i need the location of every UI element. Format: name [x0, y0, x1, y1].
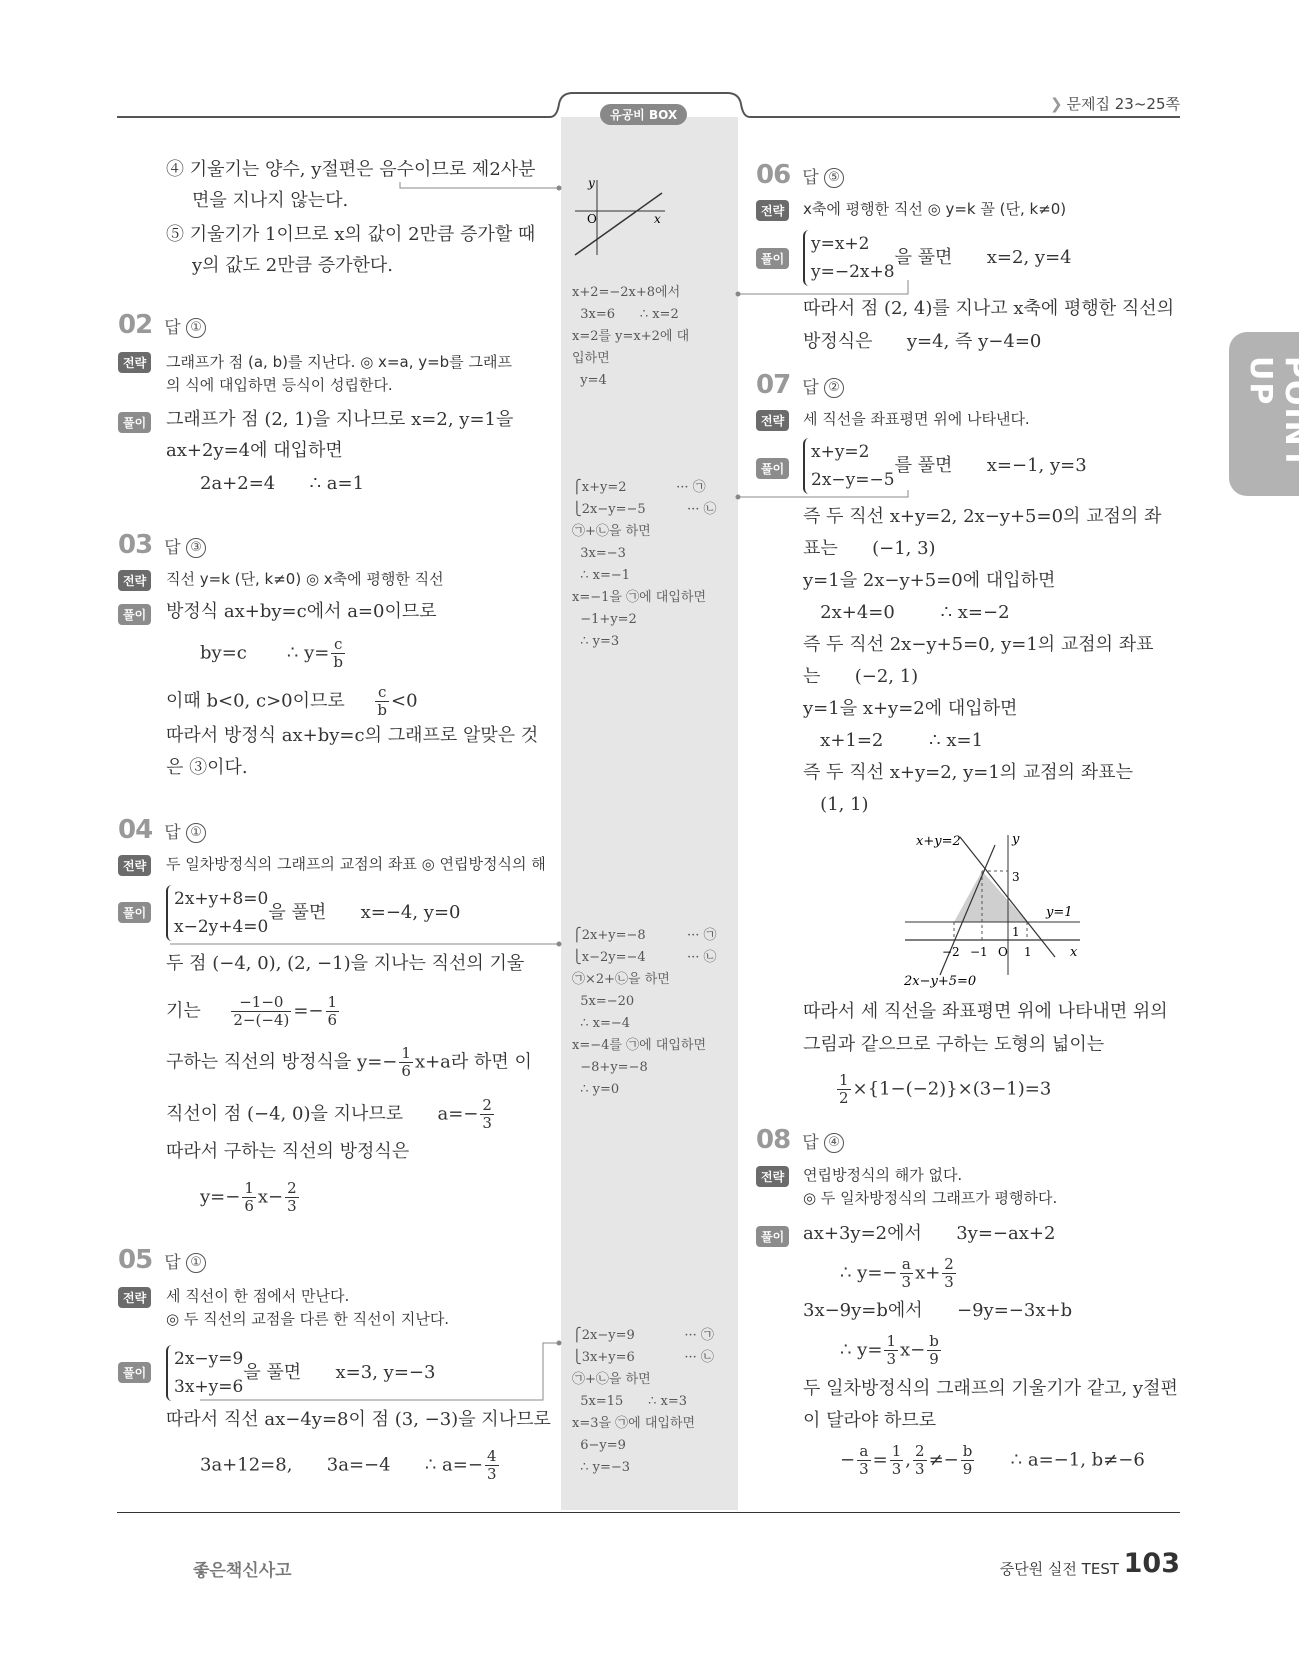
footer-rule — [117, 1512, 1180, 1513]
math-line: 3a+12=8, 3a=−4 ∴ a=− $\frac{4}{3}$ — [200, 1447, 497, 1483]
text-line: 즉 두 직선 x+y=2, 2x−y+5=0의 교점의 좌 — [803, 506, 1162, 527]
math-line: − $\frac{a}{3}$ = $\frac{1}{3}$ , $\frac{2}{3}$ ≠− $\frac{b}{9}$ ∴ a=−1, b≠−6 — [840, 1442, 1145, 1478]
connector-line — [200, 1338, 565, 1408]
solution-tag: 풀이 — [118, 604, 151, 625]
text-line: 2a+2=4 ∴ a=1 — [200, 473, 365, 494]
equation-system: y=x+2 y=−2x+8을 풀면 x=2, y=4 — [803, 230, 1072, 286]
text-line: 이 달라야 하므로 — [803, 1410, 937, 1431]
point-up-label: POINT UP — [1243, 356, 1313, 471]
math-line: y=− $\frac{1}{6}$ x− $\frac{2}{3}$ — [200, 1179, 297, 1215]
text-line: ax+3y=2에서 3y=−ax+2 — [803, 1223, 1056, 1244]
text-line: ④ 기울기는 양수, y절편은 음수이므로 제2사분 — [166, 159, 536, 180]
chevron-right-icon: ❯ — [1049, 95, 1063, 113]
text-line: 두 일차방정식의 그래프의 기울기가 같고, y절편 — [803, 1378, 1178, 1399]
strategy-text: ◎ 두 일차방정식의 그래프가 평행하다. — [803, 1189, 1058, 1207]
solution-tag: 풀이 — [756, 248, 789, 269]
strategy-text: x축에 평행한 직선 ◎ y=k 꼴 (단, k≠0) — [803, 200, 1067, 218]
text-line: ⑤ 기울기가 1이므로 x의 값이 2만큼 증가할 때 — [166, 224, 536, 245]
connector-line — [733, 490, 913, 504]
side-note-c: ⎧2x+y=−8 ··· ㉠ ⎩x−2y=−4 ··· ㉡ ㉠×2+㉡을 하면 5x=−20 ∴ x=−4 x=−4를 ㉠에 대입하면 −8+y=−8 ∴ y=0 — [572, 928, 717, 1097]
text-line: 은 ③이다. — [166, 757, 248, 778]
math-line: 구하는 직선의 방정식을 y=− $\frac{1}{6}$ x+a라 하면 이 — [166, 1044, 532, 1080]
math-line: 직선이 점 (−4, 0)을 지나므로 a=− $\frac{2}{3}$ — [166, 1096, 492, 1132]
strategy-text: 의 식에 대입하면 등식이 성립한다. — [166, 376, 393, 394]
text-line: 따라서 방정식 ax+by=c의 그래프로 알맞은 것 — [166, 725, 539, 746]
equation-system: x+y=2 2x−y=−5를 풀면 x=−1, y=3 — [803, 438, 1087, 494]
page-number: 103 — [1123, 1548, 1180, 1579]
text-line: 즉 두 직선 x+y=2, y=1의 교점의 좌표는 — [803, 762, 1133, 783]
strategy-text: 그래프가 점 (a, b)를 지난다. ◎ x=a, y=b를 그래프 — [166, 353, 512, 371]
math-line: ∴ y=− $\frac{a}{3}$ x+ $\frac{2}{3}$ — [840, 1255, 954, 1291]
line-label-y1: y=1 — [1046, 905, 1073, 920]
question-04-header: 04 답 ① — [118, 815, 206, 845]
solution-tag: 풀이 — [118, 1362, 151, 1383]
axis-x-label: x — [1070, 945, 1078, 960]
side-note-a: x+2=−2x+8에서 3x=6 ∴ x=2 x=2를 y=x+2에 대 입하면 y=4 — [572, 285, 690, 388]
side-note-b: ⎧x+y=2 ··· ㉠ ⎩2x−y=−5 ··· ㉡ ㉠+㉡을 하면 3x=−3 ∴ x=−1 x=−1을 ㉠에 대입하면 −1+y=2 ∴ y=3 — [572, 480, 717, 649]
text-line: y=1을 x+y=2에 대입하면 — [803, 698, 1018, 719]
text-line: 2x+4=0 ∴ x=−2 — [803, 602, 1010, 623]
header-rule-left — [117, 116, 550, 118]
equation-system: 2x−y=9 3x+y=6을 풀면 x=3, y=−3 — [166, 1345, 435, 1401]
text-line: 그림과 같으므로 구하는 도형의 넓이는 — [803, 1034, 1105, 1055]
math-line: 기는 $\frac{-1-0}{2-(-4)}$ =− $\frac{1}{6}$ — [166, 993, 338, 1029]
line-label-2x-y: 2x−y+5=0 — [904, 974, 977, 989]
line-label-x-plus-y: x+y=2 — [916, 834, 961, 849]
tick-label: 1 — [1024, 945, 1032, 959]
strategy-tag: 전략 — [118, 352, 151, 373]
side-note-d: ⎧2x−y=9 ··· ㉠ ⎩3x+y=6 ··· ㉡ ㉠+㉡을 하면 5x=15 ∴ x=3 x=3을 ㉠에 대입하면 6−y=9 ∴ y=−3 — [572, 1328, 714, 1475]
answer-circle: ② — [824, 378, 844, 398]
strategy-text: 세 직선이 한 점에서 만난다. — [166, 1287, 350, 1305]
text-line: y의 값도 2만큼 증가한다. — [192, 255, 393, 276]
math-line: 이때 b<0, c>0이므로 $\frac{c}{b}$ <0 — [166, 683, 418, 719]
question-02-header: 02 답 ① — [118, 310, 206, 340]
question-06-header: 06 답 ⑤ — [756, 160, 844, 190]
origin-label: O — [587, 212, 597, 226]
axis-y-label: y — [588, 176, 595, 190]
axis-x-label: x — [654, 212, 661, 226]
strategy-tag: 전략 — [756, 200, 789, 221]
text-line: 는 (−2, 1) — [803, 666, 919, 687]
answer-circle: ④ — [824, 1133, 844, 1153]
strategy-text: ◎ 두 직선의 교점을 다른 한 직선이 지난다. — [166, 1310, 450, 1328]
strategy-tag: 전략 — [756, 1166, 789, 1187]
strategy-tag: 전략 — [118, 855, 151, 876]
answer-circle: ③ — [186, 538, 206, 558]
text-line: 표는 (−1, 3) — [803, 538, 936, 559]
three-lines-graph — [900, 825, 1090, 990]
publisher-brand: 좋은책신사고 — [193, 1561, 292, 1581]
strategy-text: 연립방정식의 해가 없다. — [803, 1166, 963, 1184]
text-line: 따라서 구하는 직선의 방정식은 — [166, 1141, 410, 1162]
solution-tag: 풀이 — [756, 458, 789, 479]
tick-label: 1 — [1012, 925, 1020, 939]
strategy-tag: 전략 — [756, 410, 789, 431]
text-line: ax+2y=4에 대입하면 — [166, 440, 343, 461]
connector-line — [170, 938, 565, 948]
equation-system: 2x+y+8=0 x−2y+4=0을 풀면 x=−4, y=0 — [166, 885, 461, 941]
question-07-header: 07 답 ② — [756, 370, 844, 400]
answer-circle: ① — [186, 1253, 206, 1273]
text-line: 방정식 ax+by=c에서 a=0이므로 — [166, 601, 437, 622]
math-line: $\frac{1}{2}$ ×{1−(−2)}×(3−1)=3 — [839, 1071, 1052, 1107]
text-line: 면을 지나지 않는다. — [192, 190, 349, 211]
text-line: 그래프가 점 (2, 1)을 지나므로 x=2, y=1을 — [166, 409, 514, 430]
page-reference: ❯ 문제집 23~25쪽 — [1049, 95, 1180, 113]
strategy-tag: 전략 — [118, 570, 151, 591]
line-graph-mini — [570, 175, 670, 260]
answer-circle: ⑤ — [824, 168, 844, 188]
header-rule-right — [750, 116, 1180, 118]
text-line: x+1=2 ∴ x=1 — [803, 730, 984, 751]
solution-tag: 풀이 — [118, 412, 151, 433]
text-line: 즉 두 직선 2x−y+5=0, y=1의 교점의 좌표 — [803, 634, 1154, 655]
question-05-header: 05 답 ① — [118, 1245, 206, 1275]
box-label: 유공비 BOX — [600, 104, 687, 125]
strategy-tag: 전략 — [118, 1287, 151, 1308]
answer-circle: ① — [186, 318, 206, 338]
math-line: by=c ∴ y= $\frac{c}{b}$ — [200, 635, 343, 671]
text-line: 방정식은 y=4, 즉 y−4=0 — [803, 331, 1042, 352]
answer-circle: ① — [186, 823, 206, 843]
tick-label: −1 — [970, 945, 988, 959]
strategy-text: 두 일차방정식의 그래프의 교점의 좌표 ◎ 연립방정식의 해 — [166, 855, 546, 873]
text-line: y=1을 2x−y+5=0에 대입하면 — [803, 570, 1056, 591]
text-line: 따라서 직선 ax−4y=8이 점 (3, −3)을 지나므로 — [166, 1409, 551, 1430]
strategy-text: 직선 y=k (단, k≠0) ◎ x축에 평행한 직선 — [166, 570, 444, 588]
text-line: 따라서 세 직선을 좌표평면 위에 나타내면 위의 — [803, 1001, 1168, 1022]
footer-title: 중단원 실전 TEST — [999, 1560, 1119, 1578]
math-line: ∴ y= $\frac{1}{3}$ x− $\frac{b}{9}$ — [840, 1332, 939, 1368]
text-line: 따라서 점 (2, 4)를 지나고 x축에 평행한 직선의 — [803, 298, 1175, 319]
axis-y-label: y — [1012, 832, 1020, 847]
strategy-text: 세 직선을 좌표평면 위에 나타낸다. — [803, 410, 1030, 428]
question-08-header: 08 답 ④ — [756, 1125, 844, 1155]
connector-line — [400, 180, 565, 190]
text-line: 3x−9y=b에서 −9y=−3x+b — [803, 1300, 1073, 1321]
tick-label: −2 — [942, 945, 960, 959]
text-line: 두 점 (−4, 0), (2, −1)을 지나는 직선의 기울 — [166, 953, 525, 974]
question-03-header: 03 답 ③ — [118, 530, 206, 560]
point-up-tab — [1229, 332, 1313, 496]
solution-tag: 풀이 — [756, 1226, 789, 1247]
solution-tag: 풀이 — [118, 902, 151, 923]
text-line: (1, 1) — [803, 794, 869, 815]
origin-label: O — [998, 945, 1008, 959]
tick-label: 3 — [1012, 870, 1020, 884]
